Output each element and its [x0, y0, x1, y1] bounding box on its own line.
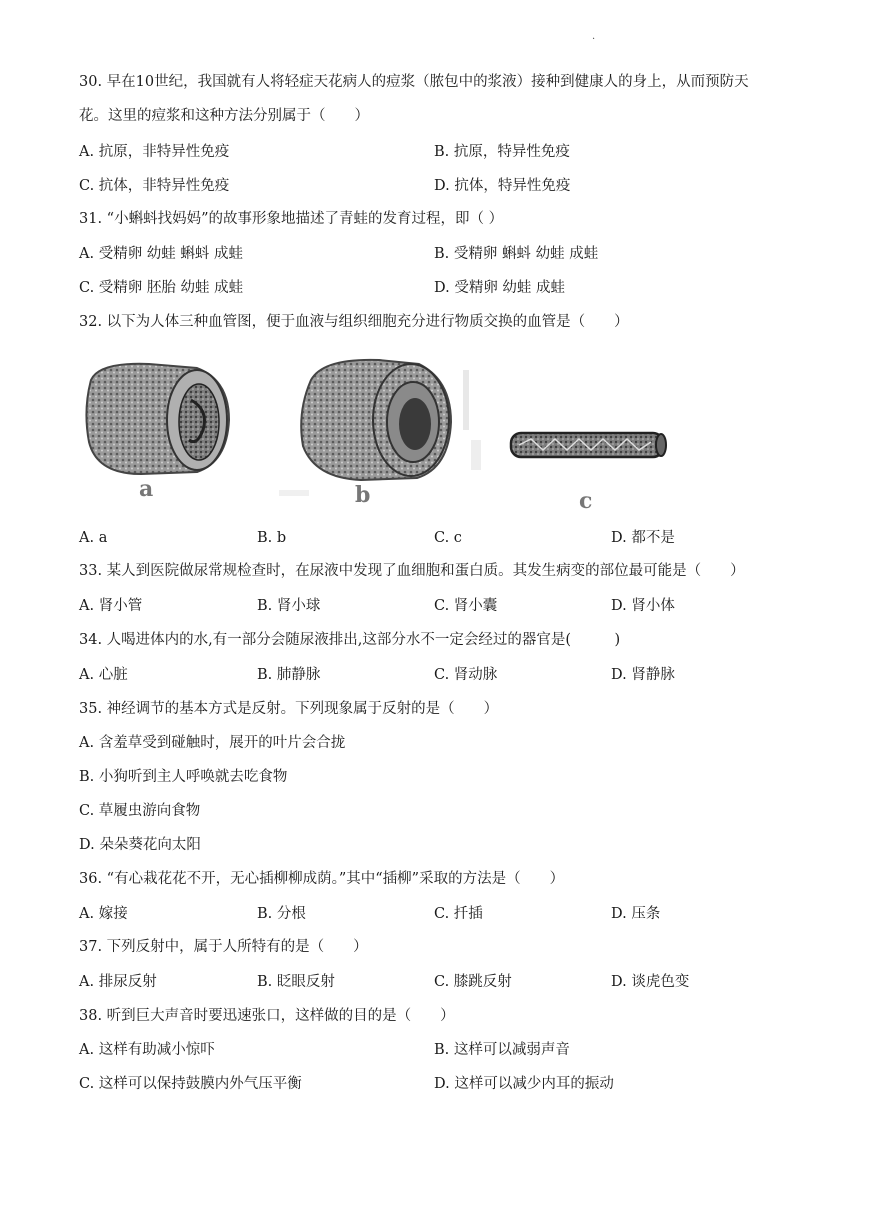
question-32: 32. 以下为人体三种血管图，便于血液与组织细胞充分进行物质交换的血管是（ ） [79, 314, 629, 330]
q33-option-d: D. 肾小体 [611, 598, 675, 614]
q38-option-a: A. 这样有助减小惊吓 [79, 1042, 215, 1058]
question-31: 31. “小蝌蚪找妈妈”的故事形象地描述了青蛙的发育过程，即（ ） [79, 211, 504, 227]
q35-option-c: C. 草履虫游向食物 [79, 803, 201, 819]
q35-option-b: B. 小狗听到主人呼唤就去吃食物 [79, 769, 288, 785]
q33-option-c: C. 肾小囊 [434, 598, 498, 614]
q30-option-d: D. 抗体，特异性免疫 [434, 178, 571, 194]
q37-option-c: C. 膝跳反射 [434, 974, 512, 990]
question-34: 34. 人喝进体内的水,有一部分会随尿液排出,这部分水不一定会经过的器官是( ) [79, 632, 621, 648]
vessel-b-artery [301, 360, 451, 480]
vessel-c-capillary [511, 433, 666, 457]
question-30-line-2: 花。这里的痘浆和这种方法分别属于（ ） [79, 108, 369, 124]
q37-option-d: D. 谈虎色变 [611, 974, 690, 990]
q33-option-b: B. 肾小球 [257, 598, 321, 614]
q36-option-a: A. 嫁接 [79, 906, 128, 922]
q38-option-c: C. 这样可以保持鼓膜内外气压平衡 [79, 1076, 302, 1092]
q31-option-d: D. 受精卵 幼蛙 成蛙 [434, 280, 566, 296]
blood-vessel-figure [79, 350, 699, 520]
question-37: 37. 下列反射中，属于人所特有的是（ ） [79, 939, 368, 955]
question-38: 38. 听到巨大声音时要迅速张口，这样做的目的是（ ） [79, 1008, 455, 1024]
q30-option-a: A. 抗原，非特异性免疫 [79, 144, 230, 160]
question-35: 35. 神经调节的基本方式是反射。下列现象属于反射的是（ ） [79, 701, 499, 717]
q36-option-b: B. 分根 [257, 906, 306, 922]
figure-label-c: c [579, 488, 593, 514]
q31-option-a: A. 受精卵 幼蛙 蝌蚪 成蛙 [79, 246, 244, 262]
q36-option-c: C. 扦插 [434, 906, 483, 922]
figure-label-a: a [139, 476, 154, 502]
q32-option-c: C. c [434, 530, 462, 546]
q34-option-d: D. 肾静脉 [611, 667, 675, 683]
figure-label-b: b [355, 482, 371, 508]
q34-option-c: C. 肾动脉 [434, 667, 498, 683]
q30-option-c: C. 抗体，非特异性免疫 [79, 178, 230, 194]
q38-option-d: D. 这样可以减少内耳的振动 [434, 1076, 614, 1092]
q35-option-d: D. 朵朵葵花向太阳 [79, 837, 201, 853]
q33-option-a: A. 肾小管 [79, 598, 143, 614]
q32-option-d: D. 都不是 [611, 530, 675, 546]
q31-option-b: B. 受精卵 蝌蚪 幼蛙 成蛙 [434, 246, 599, 262]
q32-option-a: A. a [79, 530, 108, 546]
vessel-a-vein [86, 364, 229, 474]
q38-option-b: B. 这样可以减弱声音 [434, 1042, 570, 1058]
question-33: 33. 某人到医院做尿常规检查时，在尿液中发现了血细胞和蛋白质。其发生病变的部位最可能是（ ） [79, 563, 745, 579]
q37-option-a: A. 排尿反射 [79, 974, 157, 990]
header-mark: · [592, 34, 596, 45]
q31-option-c: C. 受精卵 胚胎 幼蛙 成蛙 [79, 280, 244, 296]
question-30-line-1: 30. 早在10世纪，我国就有人将轻症天花病人的痘浆（脓包中的浆液）接种到健康人的身上，从而预防天 [79, 74, 749, 90]
q36-option-d: D. 压条 [611, 906, 661, 922]
blood-vessels-illustration [79, 350, 699, 520]
q35-option-a: A. 含羞草受到碰触时，展开的叶片会合拢 [79, 735, 346, 751]
q34-option-a: A. 心脏 [79, 667, 128, 683]
q37-option-b: B. 眨眼反射 [257, 974, 335, 990]
q34-option-b: B. 肺静脉 [257, 667, 321, 683]
q32-option-b: B. b [257, 530, 287, 546]
question-36: 36. “有心栽花花不开，无心插柳柳成荫。”其中“插柳”采取的方法是（ ） [79, 871, 565, 887]
q30-option-b: B. 抗原，特异性免疫 [434, 144, 570, 160]
